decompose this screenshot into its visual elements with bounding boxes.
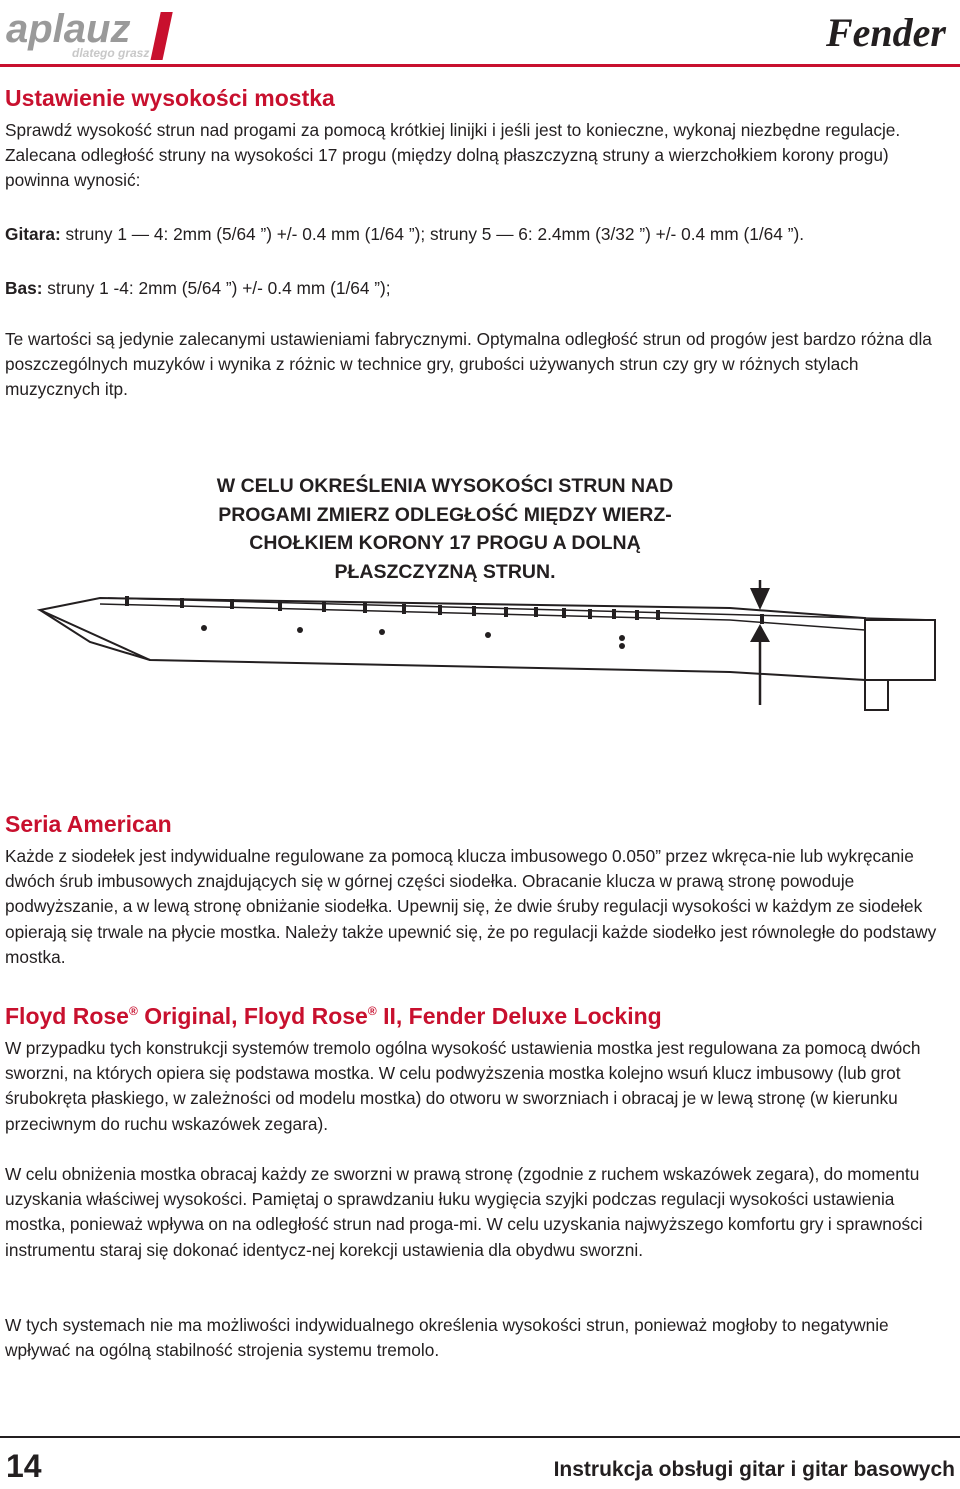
guitar-label: Gitara:: [5, 224, 61, 244]
measure-arrow-down-head: [750, 588, 770, 610]
aplauz-logo: [4, 6, 182, 62]
floyd-title-b: Original, Floyd Rose: [137, 1003, 368, 1029]
caption-line-4: PŁASZCZYZNĄ STRUN.: [334, 560, 556, 583]
note-paragraph: Te wartości są jedynie zalecanymi ustawieniami fabrycznymi. Optymalna odległość strun od progów jest bardzo różna dla poszczególnych muzyków i wynika z różnic w technice gry, grubości używanych strun czy gry w różnych stylach muzycznych itp.: [5, 329, 932, 400]
section-title-bridge-height: Ustawienie wysokości mostka: [5, 85, 335, 111]
neck-illustration: [30, 580, 940, 730]
floyd-paragraph-1: W przypadku tych konstrukcji systemów tremolo ogólna wysokość ustawienia mostka jest regulowana za pomocą dwóch sworzni, na których opiera się podstawa mostka. W celu podwyższenia mostka kolejno wsuń klucz imbusowy (lub grot śrubokręta płaskiego, w zależności od modelu mostka) do otworu w sworzniach i obracaj je w lewą stronę (w kierunku przeciwnym do ruchu wskazówek zegara).: [5, 1038, 921, 1134]
page-number: 14: [6, 1448, 42, 1484]
registered-mark: ®: [128, 1004, 138, 1018]
section-title-floyd-rose: [5, 1003, 662, 1030]
guitar-spec: [5, 222, 955, 247]
header-rule: [0, 64, 960, 67]
caption-line-1: W CELU OKREŚLENIA WYSOKOŚCI STRUN NAD: [216, 475, 674, 497]
guitar-spec-text: struny 1 — 4: 2mm (5/64 ”) +/- 0.4 mm (1/64 ”); struny 5 — 6: 2.4mm (3/32 ”) +/- 0.4 mm (1/64 ”).: [60, 224, 804, 244]
registered-mark: ®: [367, 1004, 377, 1018]
intro-paragraph: Sprawdź wysokość strun nad progami za pomocą krótkiej linijki i jeśli jest to konieczne, wykonaj niezbędne regulacje. Zalecana odległość struny na wysokości 17 progu (między dolną płaszczyzną struny a wierzchołkiem korony progu) powinna wynosić:: [5, 120, 901, 191]
bass-label: Bas:: [5, 278, 43, 298]
logo-tagline: dlatego grasz: [72, 46, 150, 60]
logo-red-bar: [151, 12, 173, 60]
section-title-american: Seria American: [5, 811, 172, 837]
figure-caption: [150, 472, 740, 586]
logo-wordmark: aplauz: [6, 7, 131, 51]
american-paragraph: Każde z siodełek jest indywidualne regulowane za pomocą klucza imbusowego 0.050” przez wkręca-nie lub wykręcanie dwóch śrub imbusowych znajdujących się w górnej części siodełka. Obracanie klucza w prawą stronę powoduje podwyższanie, a w lewą stronę obniżanie siodełka. Upewnij się, że dwie śruby regulacji wysokości w każdym ze siodełek opierają się trwale na płycie mostka. Należy także upewnić się, że po regulacji każde siodełko jest równoległe do podstawy mostka.: [5, 846, 937, 967]
floyd-title-c: II, Fender Deluxe Locking: [376, 1003, 662, 1029]
floyd-title-a: Floyd Rose: [5, 1003, 129, 1029]
floyd-paragraph-3: W tych systemach nie ma możliwości indywidualnego określenia wysokości strun, ponieważ mogłoby to negatywnie wpływać na ogólną stabilność strojenia systemu tremolo.: [5, 1315, 889, 1361]
fender-logo: [822, 6, 958, 62]
caption-line-2: PROGAMI ZMIERZ ODLEGŁOŚĆ MIĘDZY WIERZ-: [218, 503, 672, 526]
bass-spec: [5, 276, 955, 301]
footer-rule: [0, 1436, 960, 1438]
bass-spec-text: struny 1 -4: 2mm (5/64 ”) +/- 0.4 mm (1/64 ”);: [42, 278, 391, 298]
floyd-paragraph-2: W celu obniżenia mostka obracaj każdy ze sworzni w prawą stronę (zgodnie z ruchem wskazówek zegara), do momentu uzyskania właściwej wysokości. Pamiętaj o sprawdzaniu łuku wygięcia szyjki podczas regulacji wysokości ustawienia mostka, ponieważ wpływa on na odległość strun nad proga-mi. W celu uzyskania najwyższego komfortu gry i sprawności instrumentu staraj się dokonać identycz-nej korekcji ustawienia dla obydwu sworzni.: [5, 1164, 923, 1260]
footer-title: Instrukcja obsługi gitar i gitar basowych: [553, 1458, 955, 1481]
fender-wordmark: Fender: [826, 10, 946, 55]
neck-heel: [865, 620, 935, 680]
caption-line-3: CHOŁKIEM KORONY 17 PROGU A DOLNĄ: [249, 532, 641, 554]
